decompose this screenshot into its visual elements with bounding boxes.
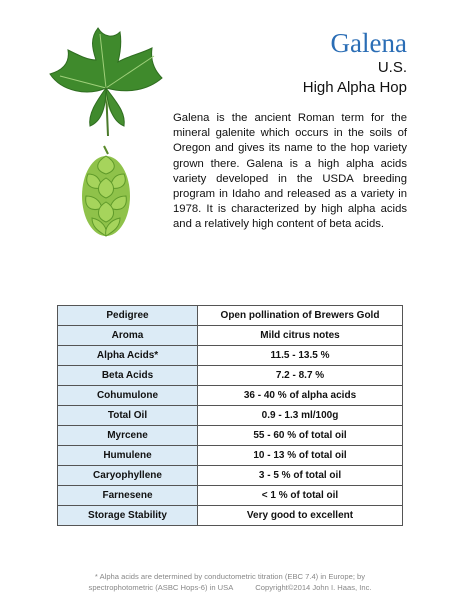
- spec-value: 10 - 13 % of total oil: [198, 446, 403, 466]
- table-row: [58, 486, 403, 506]
- footnote: [60, 571, 400, 593]
- spec-property: Beta Acids: [58, 366, 198, 386]
- spec-property: Storage Stability: [58, 506, 198, 526]
- table-row: [58, 366, 403, 386]
- copyright-notice: Copyright©2014 John I. Haas, Inc.: [255, 583, 372, 592]
- table-row: [58, 306, 403, 326]
- footnote-line-1: * Alpha acids are determined by conductometric titration (EBC 7.4) in Europe; by: [94, 572, 366, 581]
- spec-property: Cohumulone: [58, 386, 198, 406]
- spec-property: Humulene: [58, 446, 198, 466]
- table-row: [58, 326, 403, 346]
- spec-value: Mild citrus notes: [198, 326, 403, 346]
- spec-value: 55 - 60 % of total oil: [198, 426, 403, 446]
- spec-property: Aroma: [58, 326, 198, 346]
- footnote-line-2: spectrophotometric (ASBC Hops-6) in USA: [88, 583, 234, 592]
- table-row: [58, 506, 403, 526]
- spec-value: Open pollination of Brewers Gold: [198, 306, 403, 326]
- spec-property: Farnesene: [58, 486, 198, 506]
- table-row: [58, 406, 403, 426]
- spec-value: 7.2 - 8.7 %: [198, 366, 403, 386]
- page-title: Galena: [330, 28, 407, 58]
- spec-value: 11.5 - 13.5 %: [198, 346, 403, 366]
- spec-property: Caryophyllene: [58, 466, 198, 486]
- table-row: [58, 386, 403, 406]
- variety-description: Galena is the ancient Roman term for the mineral galenite which occurs in the soils of Oregon and gives its name to the hop variety grown there. Galena is a high alpha acids variety developed in the USDA breeding program in Idaho and released as a variety in 1978. It is characterized by high alpha acids and a relatively high content of beta acids.: [173, 112, 407, 231]
- table-row: [58, 346, 403, 366]
- spec-value: Very good to excellent: [198, 506, 403, 526]
- spec-property: Myrcene: [58, 426, 198, 446]
- hop-leaf-icon: [48, 26, 163, 138]
- spec-value: 36 - 40 % of alpha acids: [198, 386, 403, 406]
- table-row: [58, 446, 403, 466]
- table-row: [58, 426, 403, 446]
- spec-property: Total Oil: [58, 406, 198, 426]
- variety-type: High Alpha Hop: [302, 79, 407, 96]
- table-row: [58, 466, 403, 486]
- spec-value: 0.9 - 1.3 ml/100g: [198, 406, 403, 426]
- origin-label: U.S.: [377, 59, 407, 76]
- spec-property: Pedigree: [58, 306, 198, 326]
- spec-value: 3 - 5 % of total oil: [198, 466, 403, 486]
- specs-table: [57, 305, 403, 526]
- hop-cone-icon: [74, 144, 138, 240]
- spec-value: < 1 % of total oil: [198, 486, 403, 506]
- spec-property: Alpha Acids*: [58, 346, 198, 366]
